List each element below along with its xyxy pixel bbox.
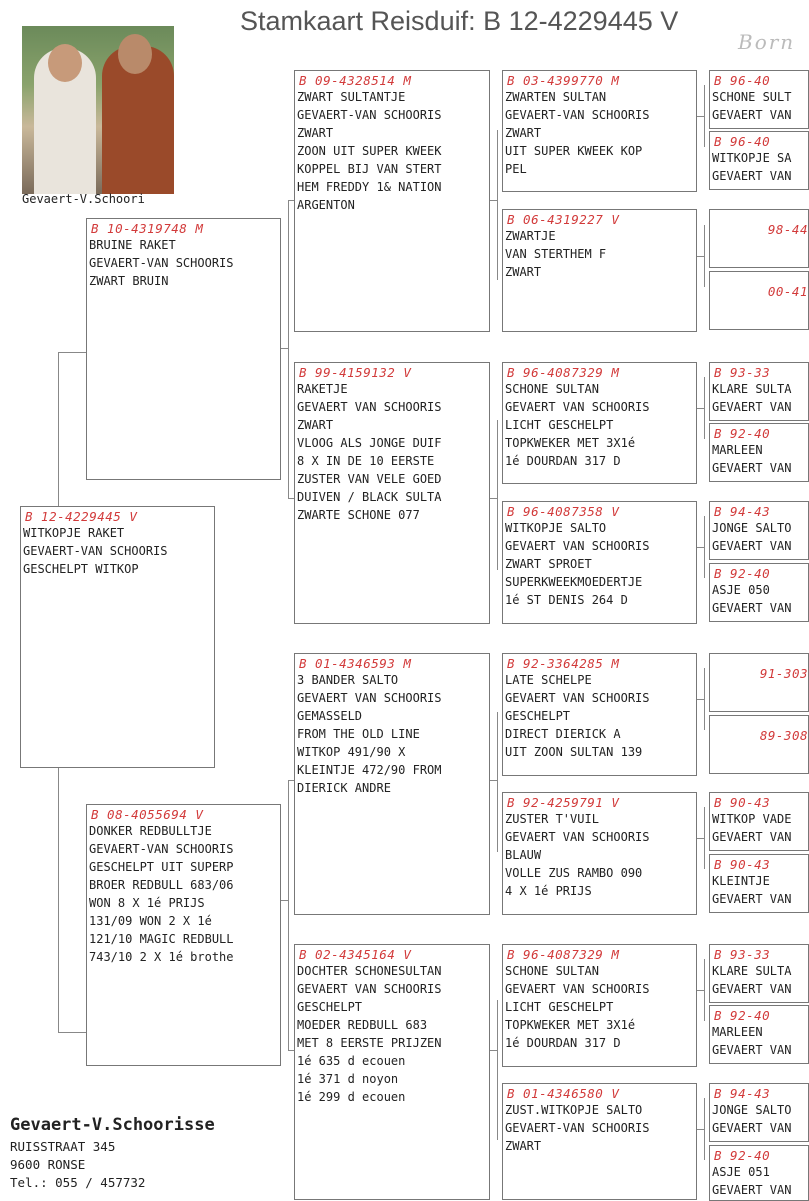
ring-number: 89-308 [759, 728, 808, 743]
ring-number: B 06-4319227 V [507, 212, 620, 227]
ring-number: B 96-4087329 M [507, 365, 620, 380]
ring-number: B 08-4055694 V [91, 807, 204, 822]
owner-photo [22, 26, 174, 194]
ring-number: B 01-4346580 V [507, 1086, 620, 1101]
pedigree-line: GEVAERT VAN [712, 400, 792, 414]
pedigree-line: DUIVEN / BLACK SULTA [297, 490, 442, 504]
pedigree-line: JONGE SALTO [712, 521, 792, 535]
pedigree-line: RAKETJE [297, 382, 348, 396]
pedigree-line: GESCHELPT UIT SUPERP [89, 860, 234, 874]
pedigree-line: GEVAERT VAN SCHOORIS [505, 400, 650, 414]
pedigree-gen5-box [709, 792, 809, 851]
pedigree-line: KLEINTJE [712, 874, 770, 888]
pedigree-line: UIT SUPER KWEEK KOP [505, 144, 643, 158]
ring-number: B 93-33 [714, 947, 771, 962]
pedigree-line: ZOON UIT SUPER KWEEK [297, 144, 442, 158]
pedigree-line: TOPKWEKER MET 3X1é [505, 436, 636, 450]
pedigree-line: 3 BANDER SALTO [297, 673, 399, 687]
pedigree-line: ASJE 051 [712, 1165, 770, 1179]
pedigree-line: UIT ZOON SULTAN 139 [505, 745, 643, 759]
pedigree-line: 131/09 WON 2 X 1é [89, 914, 212, 928]
breeder-street: RUISSTRAAT 345 [10, 1139, 116, 1154]
pedigree-line: LATE SCHELPE [505, 673, 592, 687]
pedigree-line: 1é ST DENIS 264 D [505, 593, 628, 607]
pedigree-line: GEVAERT VAN [712, 1121, 792, 1135]
pedigree-mother [86, 804, 281, 1066]
pedigree-line: 743/10 2 X 1é brothe [89, 950, 234, 964]
pedigree-line: LICHT GESCHELPT [505, 1000, 614, 1014]
ring-number: B 90-43 [714, 857, 771, 872]
pedigree-line: GEVAERT VAN SCHOORIS [505, 691, 650, 705]
pedigree-line: DOCHTER SCHONESULTAN [297, 964, 442, 978]
pedigree-line: PEL [505, 162, 527, 176]
pedigree-line: LICHT GESCHELPT [505, 418, 614, 432]
ring-number: B 03-4399770 M [507, 73, 620, 88]
pedigree-line: DONKER REDBULLTJE [89, 824, 212, 838]
pedigree-line: KLARE SULTA [712, 382, 792, 396]
pedigree-line: DIRECT DIERICK A [505, 727, 621, 741]
pedigree-line: ZUST.WITKOPJE SALTO [505, 1103, 643, 1117]
ring-number: B 96-40 [714, 73, 771, 88]
pedigree-ggp [502, 944, 697, 1067]
pedigree-line: BLAUW [505, 848, 542, 862]
pedigree-line: 121/10 MAGIC REDBULL [89, 932, 234, 946]
pedigree-line: WITKOPJE SA [712, 151, 792, 165]
pedigree-line: GESCHELPT WITKOP [23, 562, 139, 576]
ring-number: B 10-4319748 M [91, 221, 204, 236]
ring-number: 00-41 [767, 284, 808, 299]
pedigree-gen5-box [709, 563, 809, 622]
ring-number: B 92-3364285 M [507, 656, 620, 671]
ring-number: B 96-4087358 V [507, 504, 620, 519]
pedigree-line: MARLEEN [712, 443, 763, 457]
ring-number: B 01-4346593 M [299, 656, 412, 671]
ring-number: 98-44 [767, 222, 808, 237]
pedigree-line: SCHONE SULTAN [505, 382, 599, 396]
pedigree-line: HEM FREDDY 1& NATION [297, 180, 442, 194]
pedigree-line: GEVAERT-VAN SCHOORIS [23, 544, 168, 558]
pedigree-line: WITKOP VADE [712, 812, 792, 826]
pedigree-line: SUPERKWEEKMOEDERTJE [505, 575, 643, 589]
ring-number: B 09-4328514 M [299, 73, 412, 88]
pedigree-gen5-box [709, 715, 809, 774]
pedigree-line: GEVAERT VAN [712, 169, 792, 183]
pedigree-line: ZWART [505, 1139, 542, 1153]
pedigree-line: 1é 299 d ecouen [297, 1090, 406, 1104]
pedigree-line: ZWARTEN SULTAN [505, 90, 607, 104]
pedigree-line: MET 8 EERSTE PRIJZEN [297, 1036, 442, 1050]
pedigree-gen5-box [709, 1005, 809, 1064]
ring-number: B 92-40 [714, 566, 771, 581]
pedigree-line: ZWART BRUIN [89, 274, 169, 288]
pedigree-line: GEVAERT-VAN SCHOORIS [505, 1121, 650, 1135]
pedigree-ggp [502, 70, 697, 192]
ring-number: B 02-4345164 V [299, 947, 412, 962]
pedigree-line: KLARE SULTA [712, 964, 792, 978]
pedigree-line: WON 8 X 1é PRIJS [89, 896, 205, 910]
pedigree-line: 1é DOURDAN 317 D [505, 1036, 621, 1050]
pedigree-line: ASJE 050 [712, 583, 770, 597]
pedigree-line: ZUSTER T'VUIL [505, 812, 599, 826]
pedigree-gen5-box [709, 854, 809, 913]
pedigree-line: GEVAERT VAN [712, 830, 792, 844]
pedigree-line: ZWART [505, 126, 542, 140]
pedigree-line: 1é 635 d ecouen [297, 1054, 406, 1068]
pedigree-gen5-box [709, 1083, 809, 1142]
pedigree-line: GEVAERT VAN [712, 892, 792, 906]
ring-number: 91-303 [759, 666, 808, 681]
pedigree-line: 8 X IN DE 10 EERSTE [297, 454, 435, 468]
handwritten-note: Born [738, 30, 796, 54]
pedigree-line: WITKOPJE RAKET [23, 526, 125, 540]
pedigree-granddam-paternal [294, 362, 490, 624]
pedigree-line: GEVAERT VAN SCHOORIS [297, 400, 442, 414]
pedigree-line: ZWARTJE [505, 229, 556, 243]
pedigree-line: GEVAERT VAN [712, 982, 792, 996]
pedigree-line: VAN STERTHEM F [505, 247, 607, 261]
pedigree-gen5-box [709, 423, 809, 482]
pedigree-grandsire-maternal [294, 653, 490, 915]
pedigree-gen5-box [709, 944, 809, 1003]
pedigree-line: GEVAERT VAN [712, 1043, 792, 1057]
pedigree-line: GEVAERT VAN [712, 108, 792, 122]
page-title: Stamkaart Reisduif: B 12-4229445 V [240, 6, 679, 36]
pedigree-line: VLOOG ALS JONGE DUIF [297, 436, 442, 450]
pedigree-line: VOLLE ZUS RAMBO 090 [505, 866, 643, 880]
pedigree-line: ZWART [297, 418, 334, 432]
pedigree-gen5-box [709, 131, 809, 190]
pedigree-line: DIERICK ANDRE [297, 781, 391, 795]
ring-number: B 92-4259791 V [507, 795, 620, 810]
pedigree-line: KOPPEL BIJ VAN STERT [297, 162, 442, 176]
pedigree-line: GEVAERT VAN SCHOORIS [505, 539, 650, 553]
pedigree-line: FROM THE OLD LINE [297, 727, 420, 741]
pedigree-line: ARGENTON [297, 198, 355, 212]
pedigree-line: 1é DOURDAN 317 D [505, 454, 621, 468]
pedigree-line: GEMASSELD [297, 709, 363, 723]
pedigree-line: MARLEEN [712, 1025, 763, 1039]
ring-number: B 92-40 [714, 1008, 771, 1023]
pedigree-ggp [502, 792, 697, 915]
pedigree-line: GEVAERT-VAN SCHOORIS [297, 108, 442, 122]
pedigree-line: ZWART [297, 126, 334, 140]
pedigree-grandsire-paternal [294, 70, 490, 332]
pedigree-gen5-box [709, 362, 809, 421]
pedigree-line: SCHONE SULT [712, 90, 792, 104]
pedigree-line: BROER REDBULL 683/06 [89, 878, 234, 892]
pedigree-line: ZWART SULTANTJE [297, 90, 406, 104]
pedigree-ggp [502, 653, 697, 776]
pedigree-gen5-box [709, 209, 809, 268]
pedigree-line: GEVAERT VAN [712, 1183, 792, 1197]
pedigree-ggp [502, 1083, 697, 1200]
pedigree-line: GESCHELPT [297, 1000, 363, 1014]
ring-number: B 90-43 [714, 795, 771, 810]
pedigree-father [86, 218, 281, 480]
pedigree-line: ZWART [505, 265, 542, 279]
breeder-name: Gevaert-V.Schoorisse [10, 1115, 215, 1135]
pedigree-line: GEVAERT VAN [712, 539, 792, 553]
ring-number: B 12-4229445 V [25, 509, 138, 524]
ring-number: B 92-40 [714, 426, 771, 441]
pedigree-ggp [502, 362, 697, 484]
pedigree-line: GEVAERT VAN SCHOORIS [297, 982, 442, 996]
pedigree-line: GEVAERT VAN SCHOORIS [297, 691, 442, 705]
ring-number: B 94-43 [714, 1086, 771, 1101]
pedigree-line: ZWARTE SCHONE 077 [297, 508, 420, 522]
pedigree-line: ZUSTER VAN VELE GOED [297, 472, 442, 486]
pedigree-line: GEVAERT-VAN SCHOORIS [505, 108, 650, 122]
ring-number: B 99-4159132 V [299, 365, 412, 380]
ring-number: B 92-40 [714, 1148, 771, 1163]
breeder-phone: Tel.: 055 / 457732 [10, 1175, 146, 1190]
ring-number: B 94-43 [714, 504, 771, 519]
pedigree-subject [20, 506, 215, 768]
ring-number: B 93-33 [714, 365, 771, 380]
photo-caption: Gevaert-V.Schoori [22, 192, 145, 206]
pedigree-granddam-maternal [294, 944, 490, 1200]
pedigree-line: BRUINE RAKET [89, 238, 176, 252]
pedigree-line: GESCHELPT [505, 709, 571, 723]
pedigree-gen5-box [709, 501, 809, 560]
pedigree-line: GEVAERT VAN [712, 461, 792, 475]
pedigree-line: SCHONE SULTAN [505, 964, 599, 978]
pedigree-gen5-box [709, 1145, 809, 1201]
pedigree-line: TOPKWEKER MET 3X1é [505, 1018, 636, 1032]
pedigree-ggp [502, 501, 697, 624]
pedigree-line: 4 X 1é PRIJS [505, 884, 592, 898]
pedigree-line: GEVAERT VAN [712, 601, 792, 615]
pedigree-line: ZWART SPROET [505, 557, 592, 571]
pedigree-line: 1é 371 d noyon [297, 1072, 399, 1086]
pedigree-gen5-box [709, 70, 809, 129]
ring-number: B 96-4087329 M [507, 947, 620, 962]
ring-number: B 96-40 [714, 134, 771, 149]
pedigree-line: JONGE SALTO [712, 1103, 792, 1117]
pedigree-line: GEVAERT-VAN SCHOORIS [89, 256, 234, 270]
pedigree-line: GEVAERT VAN SCHOORIS [505, 982, 650, 996]
pedigree-gen5-box [709, 271, 809, 330]
pedigree-line: MOEDER REDBULL 683 [297, 1018, 428, 1032]
pedigree-gen5-box [709, 653, 809, 712]
pedigree-ggp [502, 209, 697, 332]
pedigree-line: GEVAERT VAN SCHOORIS [505, 830, 650, 844]
pedigree-line: WITKOP 491/90 X [297, 745, 406, 759]
breeder-city: 9600 RONSE [10, 1157, 86, 1172]
pedigree-line: WITKOPJE SALTO [505, 521, 607, 535]
pedigree-line: KLEINTJE 472/90 FROM [297, 763, 442, 777]
pedigree-line: GEVAERT-VAN SCHOORIS [89, 842, 234, 856]
